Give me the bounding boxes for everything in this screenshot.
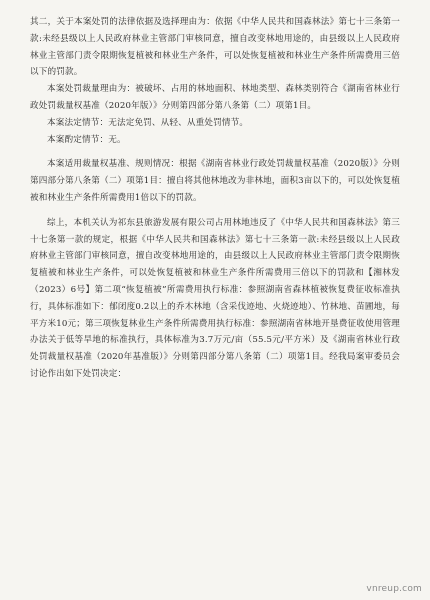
- watermark-text: vnreup.com: [366, 584, 422, 594]
- paragraph-benchmark-application: 本案适用裁量权基准、规则情况：根据《湖南省林业行政处罚裁量权基准（2020版）》分则第四部分第八条第（二）项第1目：擅自将其他林地改为非林地，面积3亩以下的，可以处恢复植被和林业生产条件所需费用1倍以下的罚款。: [30, 159, 400, 203]
- paragraph-discretionary-circumstances: 本案酌定情节：无。: [47, 134, 126, 145]
- paragraph-statutory-circumstances: 本案法定情节：无法定免罚、从轻、从重处罚情节。: [47, 117, 249, 128]
- paragraph-conclusion: 综上，本机关认为祁东县旅游发展有限公司占用林地违反了《中华人民共和国森林法》第三十七条第一款的规定，根据《中华人民共和国森林法》第七十三条第一款:未经县级以上人民政府林业主管部门审核同意，擅自改变林地用途的，由县级以上人民政府林业主管部门责令限期恢复植被和林业生产条件，可以处恢复植被和林业生产条件所需费用三倍以下的罚款和【湘林发（2023）6号】第二项“恢复植被”所需费用执行标准：参照湖南省森林植被恢复费征收标准执行，具体标准如下：郁闭度0.2以上的乔木林地（含采伐迹地、火烧迹地）、竹林地、苗圃地，每平方米10元；第三项恢复林业生产条件所需费用执行标准：参照湖南省林地开垦费征收使用管理办法关于低等旱地的标准执行，具体标准为3.7万元/亩（55.5元/平方米）及《湖南省林业行政处罚裁量权基准（2020年基准版）》分则第四部分第八条第（二）项第1目。经我局案审委员会讨论作出如下处罚决定：: [30, 217, 400, 379]
- paragraph-legal-basis: 其二，关于本案处罚的法律依据及选择理由为：依据《中华人民共和国森林法》第七十三条第一款:未经县级以上人民政府林业主管部门审核同意，擅自改变林地用途的，由县级以上人民政府林业主管部门责令限期恢复植被和林业生产条件，可以处恢复植被和林业生产条件所需费用三倍以下的罚款。: [30, 17, 400, 78]
- paragraph-gap: [30, 148, 400, 156]
- paragraph-discretion-reason: 本案处罚裁量理由为：被破坏、占用的林地面积、林地类型、森林类别符合《湖南省林业行政处罚裁量权基准（2020年版）》分则第四部分第八条第（二）项第1目。: [30, 84, 400, 111]
- paragraph-gap: [30, 207, 400, 215]
